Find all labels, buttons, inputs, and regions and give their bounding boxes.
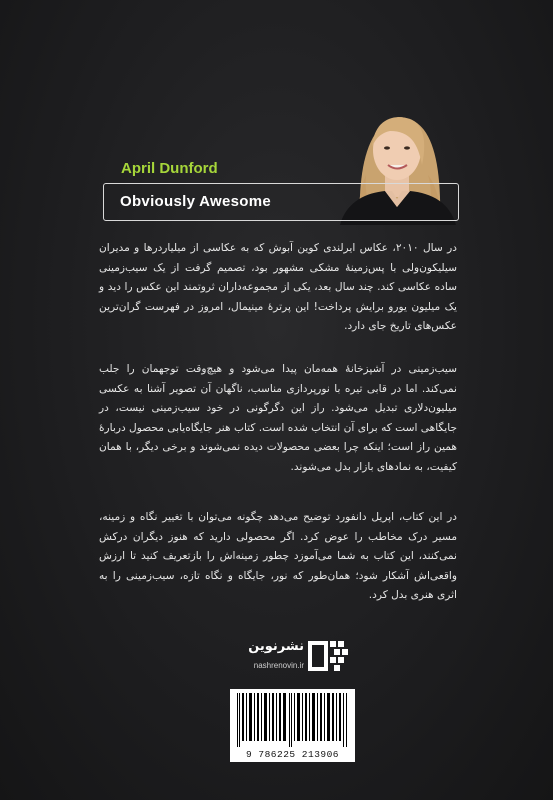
book-mosaic-icon xyxy=(308,639,350,675)
publisher-url: nashrenovin.ir xyxy=(253,661,304,670)
blurb-paragraph-1: در سال ۲۰۱۰، عکاس ایرلندی کوین آبوش که به عکاسی از میلیاردرها و مدیران سیلیکون‌ولی با پس‌زمینهٔ مشکی مشهور بود، تصمیم گرفت از یک سیب‌زمینی ساده عکاسی کند. چند سال بعد، یکی از مجموعه‌داران ثروتمند این عکس را دید و یک میلیون یورو برایش پرداخت! این پرترهٔ مینیمال، امروز در فهرست گران‌ترین عکس‌های تاریخ جای دارد. xyxy=(99,242,457,333)
author-name: April Dunford xyxy=(121,160,218,177)
blurb-paragraph-3: در این کتاب، اپریل دانفورد توضیح می‌دهد چگونه می‌توان با تغییر نگاه و زمینه، مسیر درک مخاطب را عوض کرد. اگر محصولی دارید که هنوز دیگران درکش نمی‌کنند، این کتاب به شما می‌آموزد چطور زمینه‌اش را بازتعریف کنید تا ارزش واقعی‌اش آشکار شود؛ همان‌طور که نور، جایگاه و نگاه تازه، سیب‌زمینی را به اثری هنری بدل کرد. xyxy=(99,511,457,602)
isbn-number: 9 786225 213906 xyxy=(245,749,339,760)
isbn-barcode xyxy=(230,689,355,762)
book-title: Obviously Awesome xyxy=(120,193,271,210)
publisher-logo xyxy=(220,635,352,681)
blurb-paragraph-2: سیب‌زمینی در آشپزخانهٔ همه‌مان پیدا می‌شود و هیچ‌وقت توجهمان را جلب نمی‌کند. اما در قابی تیره با نورپردازی مناسب، ناگهان آن تصویر آشنا به عکسی میلیون‌دلاری تبدیل می‌شود. راز این دگرگونی در خود سیب‌زمینی نیست، در جایگاهی است که برای آن انتخاب شده است. کتاب هنر جایگاه‌یابی محصول دربارهٔ همین راز است؛ اینکه چرا بعضی محصولات دیده نمی‌شوند و برخی دیگر، با همان کیفیت، به نمادهای بازار بدل می‌شوند. xyxy=(99,363,457,473)
publisher-name: نشرنوین xyxy=(248,639,304,654)
barcode-icon xyxy=(236,693,349,747)
